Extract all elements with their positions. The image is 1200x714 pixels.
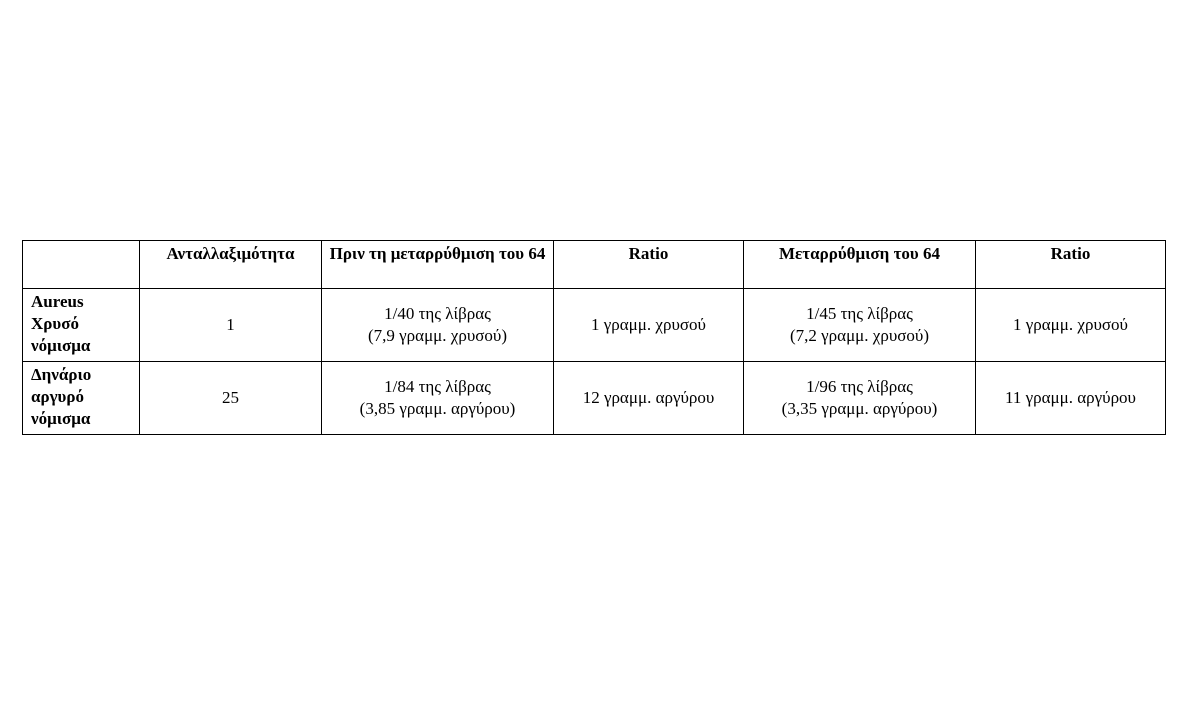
cell-before-reform <box>322 362 554 435</box>
cell-before-reform <box>322 289 554 362</box>
header-cell-before-reform: Πριν τη μεταρρύθμιση του 64 <box>322 241 554 289</box>
row-label-denarius <box>23 362 140 435</box>
table-header-row <box>23 241 1166 289</box>
header-cell-exchangeability: Ανταλλαξιμότητα <box>140 241 322 289</box>
cell-line: (7,2 γραμμ. χρυσού) <box>790 326 929 345</box>
cell-line: 1/84 της λίβρας <box>384 377 491 396</box>
cell-ratio-before: 1 γραμμ. χρυσού <box>554 289 744 362</box>
cell-line: (3,85 γραμμ. αργύρου) <box>359 399 516 418</box>
cell-exchangeability: 1 <box>140 289 322 362</box>
cell-line: 1/96 της λίβρας <box>806 377 913 396</box>
cell-ratio-reform: 11 γραμμ. αργύρου <box>976 362 1166 435</box>
row-label-line: αργυρό <box>31 387 84 406</box>
row-label-line: Χρυσό <box>31 314 79 333</box>
header-cell-reform-64: Μεταρρύθμιση του 64 <box>744 241 976 289</box>
header-cell-ratio-before: Ratio <box>554 241 744 289</box>
row-label-line: νόμισμα <box>31 409 91 428</box>
coin-comparison-table <box>22 240 1166 435</box>
cell-reform-64 <box>744 289 976 362</box>
row-label-line: Aureus <box>31 292 84 311</box>
cell-line: 1/40 της λίβρας <box>384 304 491 323</box>
header-cell-ratio-reform: Ratio <box>976 241 1166 289</box>
row-label-line: νόμισμα <box>31 336 91 355</box>
table-row <box>23 362 1166 435</box>
cell-line: (3,35 γραμμ. αργύρου) <box>781 399 938 418</box>
cell-ratio-reform: 1 γραμμ. χρυσού <box>976 289 1166 362</box>
cell-line: 1/45 της λίβρας <box>806 304 913 323</box>
header-cell-empty <box>23 241 140 289</box>
coin-comparison-table-container <box>22 240 1165 435</box>
cell-ratio-before: 12 γραμμ. αργύρου <box>554 362 744 435</box>
cell-line: (7,9 γραμμ. χρυσού) <box>368 326 507 345</box>
cell-exchangeability: 25 <box>140 362 322 435</box>
row-label-line: Δηνάριο <box>31 365 92 384</box>
table-row <box>23 289 1166 362</box>
row-label-aureus <box>23 289 140 362</box>
cell-reform-64 <box>744 362 976 435</box>
